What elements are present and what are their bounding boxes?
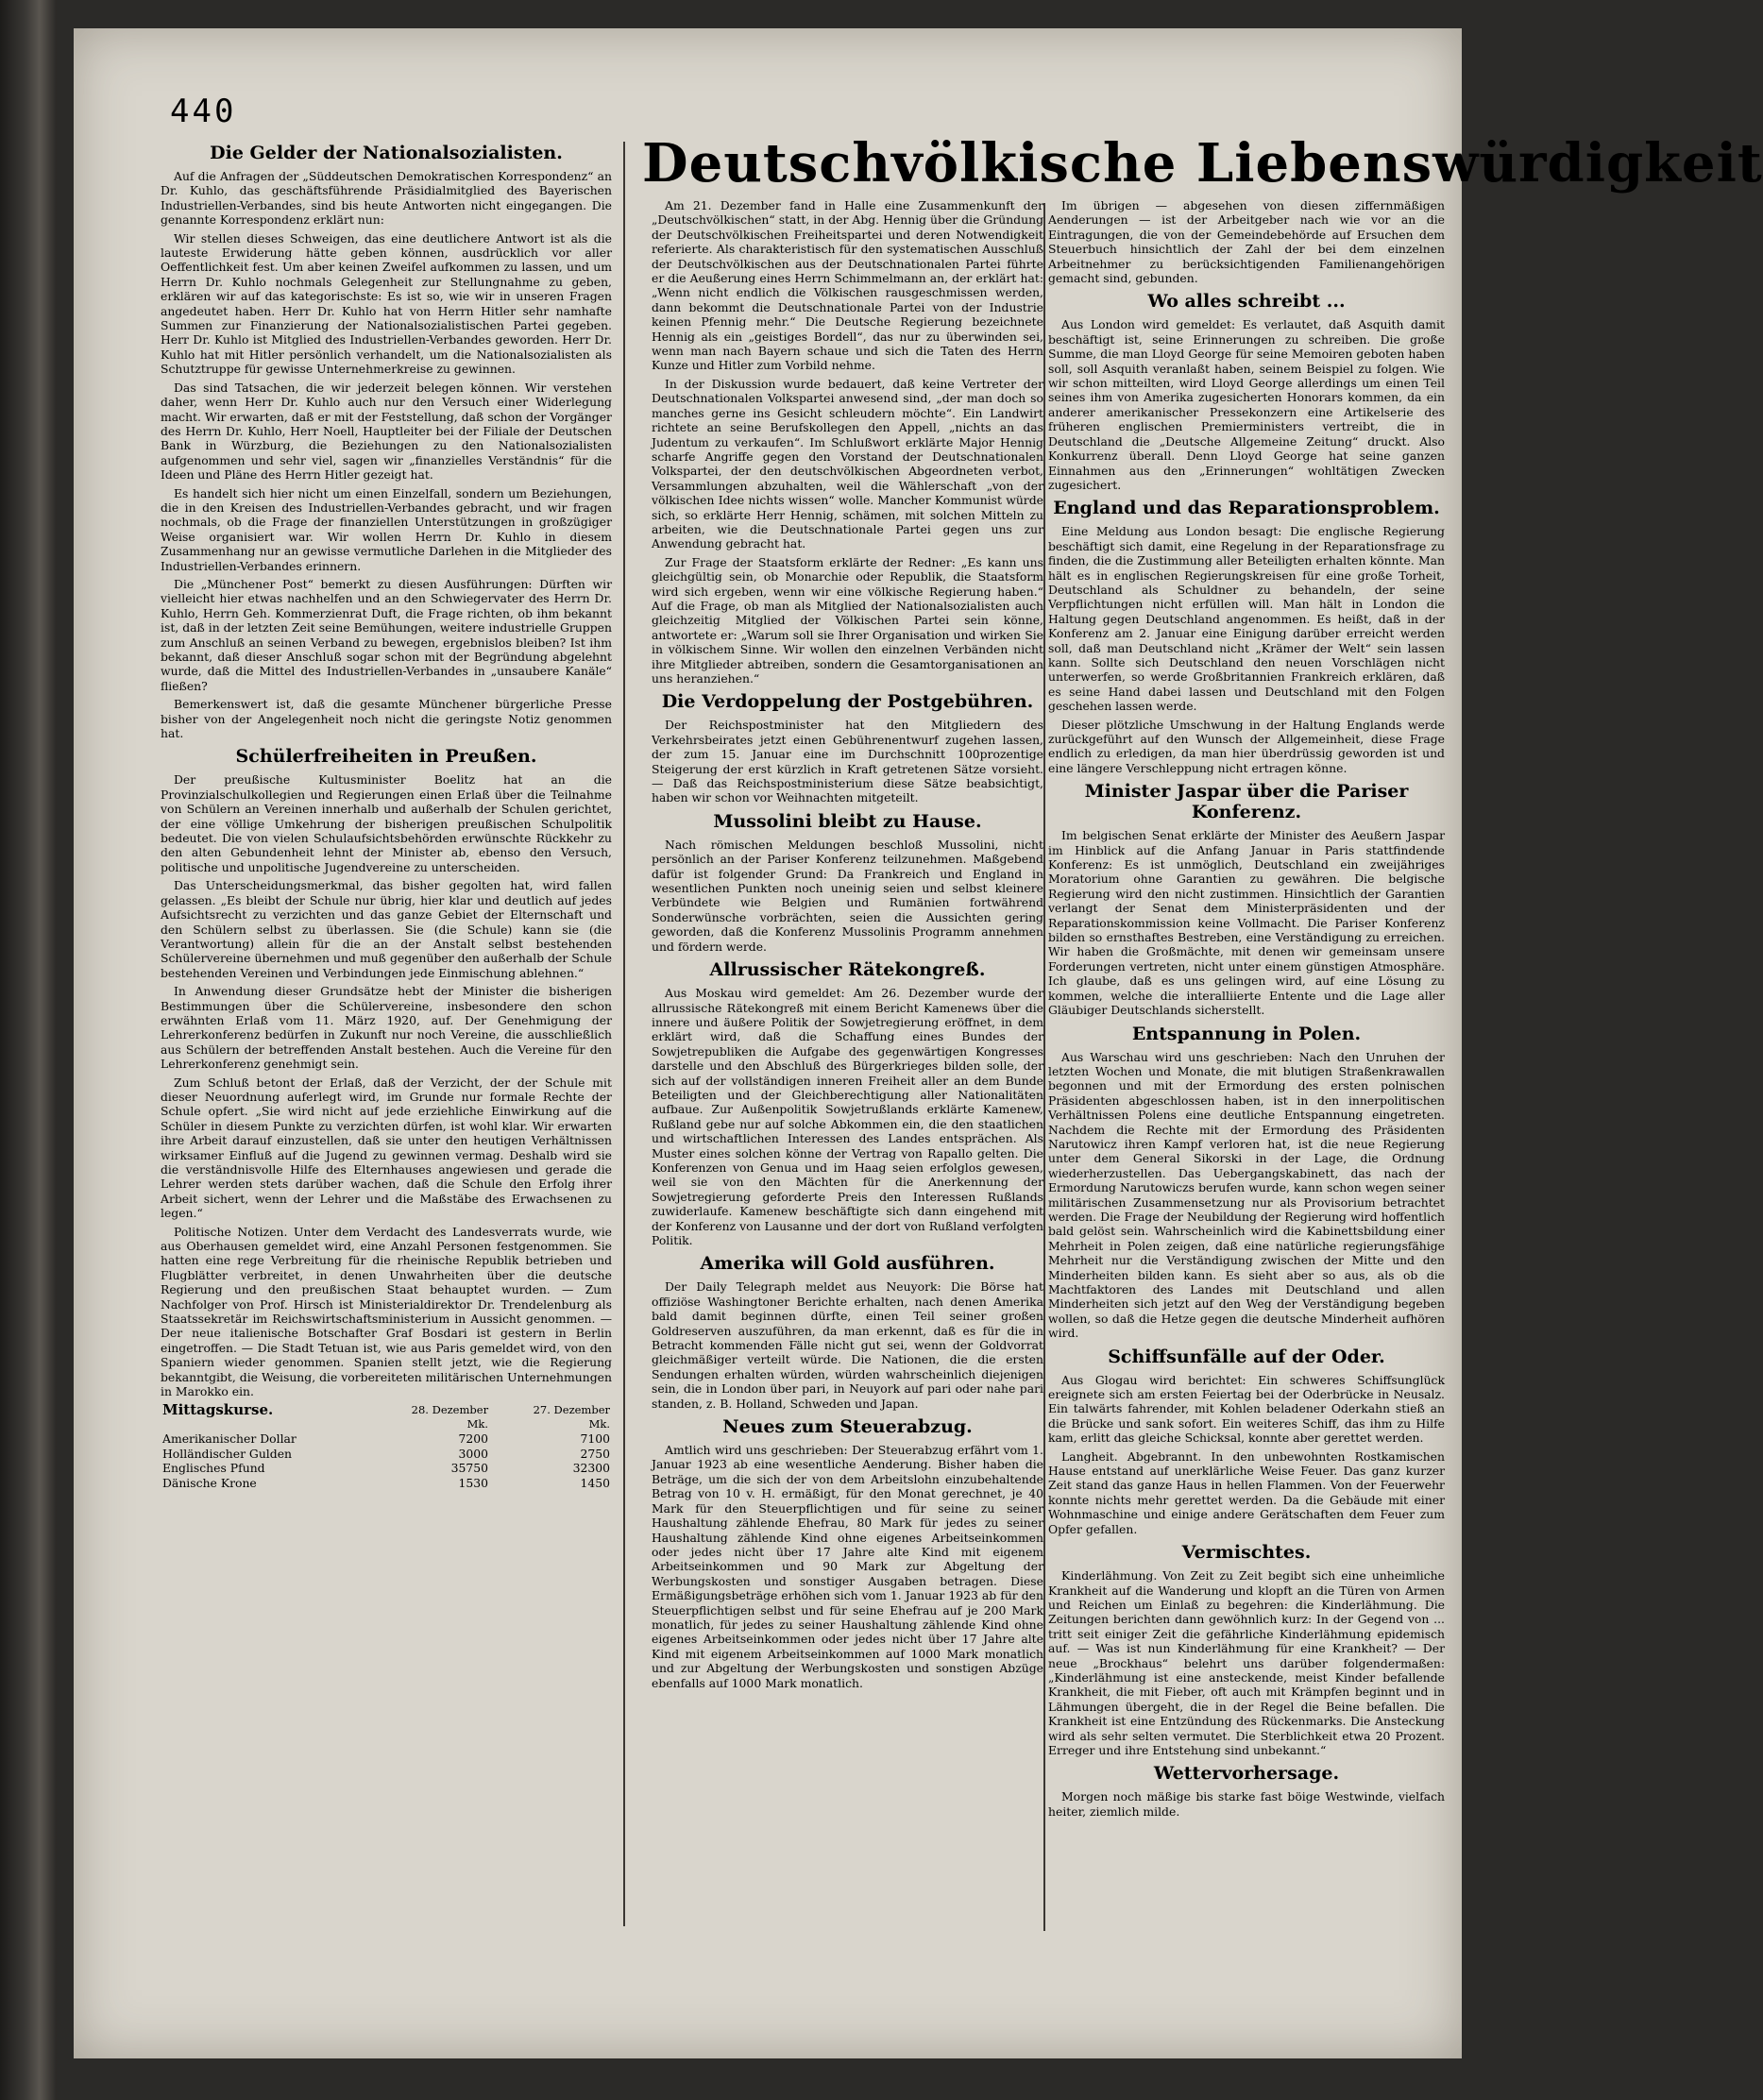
article [652, 811, 1043, 954]
page-number: 440 [170, 93, 237, 130]
article-paragraph: Das Unterscheidungsmerkmal, das bisher gegolten hat, wird fallen gelassen. „Es bleibt der Schule nur übrig, hier klar und deutlich auf jedes Aufsichtsrecht zu verzichten und das ganze Gebiet der Elternschaft und den Schülern selbst zu überlassen. Sie (die Schule) kann sie (die Verantwortung) allein für die an der Anstalt selbst bestehenden Schülervereine übernehmen und muß gegenüber den außerhalb der Schule bestehenden Vereinen und Verbindungen jede Einmischung ablehnen.“ [161, 878, 612, 980]
article-paragraph: Langheit. Abgebrannt. In den unbewohnten Rostkamischen Hause entstand auf unerklärliche Weise Feuer. Das ganz kurzer Zeit stand das ganze Haus in hellen Flammen. Von der Feuerwehr konnte nichts mehr gerettet werden. Da die Gebäude mit einer Wohnmaschine und einige andere Gerätschaften dem Feuer zum Opfer gefallen. [1048, 1448, 1445, 1536]
article-paragraph: Amtlich wird uns geschrieben: Der Steuerabzug erfährt vom 1. Januar 1923 ab eine wesentliche Aenderung. Bisher haben die Beträge, um die sich der von dem Arbeitslohn einzubehaltende Betrag von 10 v. H. ermäßigt, für den Monat gerechnet, je 40 Mark für den Steuerpflichtigen und für seine zu seiner Haushaltung zählende Ehefrau, 80 Mark für jedes zu seiner Haushaltung zählende Kind ohne eigenes Arbeitseinkommen oder jedes nicht über 17 Jahre alte Kind mit eigenem Arbeitseinkommen und 90 Mark zur Abgeltung der Werbungskosten und sonstiger Ausgaben betragen. Diese Ermäßigungsbeträge erhöhen sich vom 1. Januar 1923 ab für den Steuerpflichtigen selbst und für seine Ehefrau auf je 200 Mark monatlich, für jedes zu seiner Haushaltung zählende Kind ohne eigenes Arbeitseinkommen oder jedes nicht über 17 Jahre alte Kind mit eigenem Arbeitseinkommen auf 1000 Mark monatlich und zur Abgeltung der Werbungskosten und sonstigen Abzüge ebenfalls auf 1000 Mark monatlich. [652, 1443, 1043, 1690]
article [652, 198, 1043, 686]
article [1048, 1763, 1445, 1819]
market-date-2: 27. Dezember [533, 1402, 610, 1416]
article-paragraph: Der Reichspostminister hat den Mitgliedern des Verkehrsbeirates jetzt einen Gebührenentwurf zugehen lassen, der zum 15. Januar eine im Durchschnitt 100prozentige Steigerung der erst kürzlich in Kraft getretenen Sätze vorsieht. — Daß das Reichspostministerium diese Sätze beabsichtigt, haben wir schon vor Weihnachten mitgeteilt. [652, 718, 1043, 805]
article-paragraph: Eine Meldung aus London besagt: Die englische Regierung beschäftigt sich damit, eine Regelung in der Reparationsfrage zu finden, die die Zustimmung aller Beteiligten erhalten könnte. Man hält es in englischen Regierungskreisen für eine große Torheit, Deutschland als Schuldner zu behandeln, der seine Verpflichtungen nicht erfüllen will. Man hält in London die Haltung gegen Deutschland angenommen. Es heißt, daß in der Konferenz am 2. Januar eine Einigung darüber erreicht werden soll, daß man Deutschland nicht „Krämer der Welt“ sein lassen kann. Sollte sich Deutschland den neuen Vorschlägen nicht unterwerfen, so werde Großbritannien Frankreich erklären, daß es seine Hand dabei lassen und Deutschland mit den Folgen geschehen lassen werde. [1048, 524, 1445, 714]
rate-value-1: 1530 [458, 1475, 489, 1490]
book-binding [0, 0, 57, 2100]
article-headline: Wo alles schreibt ... [1147, 291, 1346, 313]
article [1048, 1346, 1445, 1446]
article-paragraph: Im übrigen — abgesehen von diesen ziffernmäßigen Aenderungen — ist der Arbeitgeber nach wie vor an die Eintragungen, die von der Gemeindebehörde auf Ersuchen dem Steuerbuch hinsichtlich der Zahl der bei dem einzelnen Arbeitnehmer zu berücksichtigenden Familienangehörigen gemacht sind, gebunden. [1048, 198, 1445, 286]
article-headline: Amerika will Gold ausführen. [700, 1253, 995, 1275]
article-paragraph: Politische Notizen. Unter dem Verdacht des Landesverrats wurde, wie aus Oberhausen gemeldet wird, eine Anzahl Personen festgenommen. Sie hatten eine rege Verbreitung für die rheinische Republik betrieben und Flugblätter verbreitet, in denen Unwahrheiten über die deutsche Regierung und den preußischen Staat behauptet wurden. — Zum Nachfolger von Prof. Hirsch ist Ministerialdirektor Dr. Trendelenburg als Staatssekretär im Reichswirtschaftsministerium in Aussicht genommen. — Der neue italienische Botschafter Graf Bosdari ist gestern in Berlin eingetroffen. — Die Stadt Tetuan ist, wie aus Paris gemeldet wird, von den Spaniern wieder genommen. Spanien stellt jetzt, wie die Regierung bekanntgibt, die Weisung, die vorbereiteten militärischen Unternehmungen in Marokko ein. [161, 1224, 612, 1399]
rate-value-1: 3000 [458, 1446, 489, 1461]
article-headline: Neues zum Steuerabzug. [722, 1416, 973, 1438]
market-rates-table [161, 1400, 612, 1490]
rate-value-2: 7100 [580, 1431, 610, 1447]
article-headline: Allrussischer Rätekongreß. [709, 959, 986, 981]
article [1048, 1024, 1445, 1341]
column-1 [161, 137, 612, 1490]
article-paragraph: Der preußische Kultusminister Boelitz hat an die Provinzialschulkollegien und Regierungen einen Erlaß über die Teilnahme von Schülern an Vereinen innerhalb und außerhalb der Schulen gerichtet, der eine völlige Umkehrung der bisherigen preußischen Schulpolitik bedeutet. Die von vielen Schulaufsichtsbehörden erwünschte Rückkehr zu den alten Gebundenheit lehnt der Minister ab, ebenso den Versuch, politische und unpolitische Jugendvereine zu unterscheiden. [161, 772, 612, 874]
rate-value-2: 2750 [580, 1446, 610, 1461]
currency-name: Englisches Pfund [162, 1461, 265, 1476]
article-headline: Wettervorhersage. [1153, 1763, 1340, 1785]
rate-value-2: 1450 [580, 1475, 610, 1490]
article [1048, 498, 1445, 775]
article-paragraph: Die „Münchener Post“ bemerkt zu diesen Ausführungen: Dürften wir vielleicht hier etwas nachhelfen und an den Schwiegervater des Herrn Dr. Kuhlo, Herrn Geh. Kommerzienrat Duft, die Frage richten, ob ihm bekannt ist, daß in der letzten Zeit seine Bemühungen, weitere industrielle Gruppen zum Anschluß an seinen Verband zu bewegen, ergebnislos bleiben? Ist ihm bekannt, daß dieser Anschluß sogar schon mit der Begründung abgelehnt wurde, daß die Mittel des Industriellen-Verbandes in „unsaubere Kanäle“ fließen? [161, 576, 612, 693]
market-row [161, 1461, 612, 1475]
article-paragraph: Dieser plötzliche Umschwung in der Haltung Englands werde zurückgeführt auf den Wunsch der Allgemeinheit, diese Frage endlich zu erledigen, da man hier überdrüssig geworden ist und eine längere Verschleppung nicht ertragen könne. [1048, 717, 1445, 775]
article-paragraph: In der Diskussion wurde bedauert, daß keine Vertreter der Deutschnationalen Volkspartei anwesend sind, „der man doch so manches gerne ins Gesicht schleudern möchte“. Ein Landwirt richtete an seine Berufskollegen den Appell, „nichts an das Judentum zu verkaufen“. Im Schlußwort erklärte Major Hennig scharfe Angriffe gegen den Vorstand der Deutschnationalen Volkspartei, der den deutschvölkischen Abgeordneten verbot, Versammlungen abzuhalten, weil die Wählerschaft „von der völkischen Idee nichts wissen“ wolle. Mancher Kommunist würde sich, so erklärte Herr Hennig, schämen, mit solchen Mitteln zu arbeiten, wie die Deutschnationale Partei gegen uns zur Anwendung gebracht hat. [652, 376, 1043, 551]
article-paragraph: Der Daily Telegraph meldet aus Neuyork: Die Börse hat offiziöse Washingtoner Berichte erhalten, nach denen Amerika bald damit beginnen dürfte, einen Teil seiner großen Goldreserven auszuführen, da man erkennt, daß es für die in Betracht kommenden Fälle nicht gut sei, wenn der Goldvorrat gleichmäßiger verteilt würde. Die Nationen, die die ersten Sendungen erhalten würden, würden wahrscheinlich diejenigen sein, die in London über pari, in Neuyork auf pari oder nahe pari standen, z. B. Holland, Schweden und Japan. [652, 1279, 1043, 1411]
article-headline: Die Verdoppelung der Postgebühren. [661, 691, 1034, 713]
article [1048, 1542, 1445, 1757]
article-paragraph: Aus London wird gemeldet: Es verlautet, daß Asquith damit beschäftigt ist, seine Erinnerungen zu schreiben. Die große Summe, die man Lloyd George für seine Memoiren geboten haben soll, soll Asquith veranlaßt haben, seinem Beispiel zu folgen. Wie wir schon mitteilten, wird Lloyd George allerdings um einen Teil seines ihm von Amerika zugesicherten Honorars kommen, da ein anderer amerikanischer Pressekonzern eine Artikelserie des früheren englischen Premierministers vertreibt, die in Deutschland die „Deutsche Allgemeine Zeitung“ druckt. Also Konkurrenz überall. Denn Lloyd George hat seine ganzen Einnahmen aus den „Erinnerungen“ wohltätigen Zwecken zugesichert. [1048, 317, 1445, 492]
article-paragraph: Aus Warschau wird uns geschrieben: Nach den Unruhen der letzten Wochen und Monate, die mit blutigen Straßenkrawallen begonnen und mit der Ermordung des ersten polnischen Präsidenten abgeschlossen haben, ist in den innerpolitischen Verhältnissen Polens eine deutliche Entspannung eingetreten. Nachdem die Rechte mit der Ermordung des Präsidenten Narutowicz ihren Kampf verloren hat, ist die neue Regierung unter dem General Sikorski in der Lage, die Ordnung wiederherzustellen. Das Uebergangskabinett, das nach der Ermordung Narutowiczs berufen wurde, kann schon wegen seiner militärischen Zusammensetzung nur als Provisorium betrachtet werden. Die Frage der Neubildung der Regierung wird hoffentlich bald gelöst sein. Wahrscheinlich wird die Kabinettsbildung einer Mehrheit in Polen zeigen, daß eine natürliche regierungsfähige Mehrheit nur die Verständigung zwischen der Mitte und den Minderheiten bilden kann. Es sieht aber so aus, als ob die Machtfaktoren des Landes mit Deutschland und allen Minderheiten sich jetzt auf den Weg der Verständigung begeben wollen, so daß die Hetze gegen die deutsche Minderheit aufhören wird. [1048, 1049, 1445, 1341]
article [161, 143, 612, 740]
article-paragraph: In Anwendung dieser Grundsätze hebt der Minister die bisherigen Bestimmungen über die Schülervereine, insbesondere den schon erwähnten Erlaß vom 11. März 1920, auf. Der Genehmigung der Lehrerkonferenz bedürfen in Zukunft nur noch Vereine, die ausschließlich aus Schülern der betreffenden Anstalt bestehen. Auch die Vereine für den Lehrerkonferenz genehmigt sein. [161, 984, 612, 1072]
market-unit-2: Mk. [588, 1416, 610, 1431]
article [652, 959, 1043, 1247]
article-paragraph: Zum Schluß betont der Erlaß, daß der Verzicht, der der Schule mit dieser Neuordnung auferlegt wird, im Grunde nur formale Rechte der Schule opfert. „Sie wird nicht auf jede erziehliche Einwirkung auf die Schüler in diesem Punkte zu verzichten dürfen, ist wohl klar. Wir erwarten ihre Arbeit darauf einzustellen, daß sie unter den heutigen Verhältnissen wirksamer Einfluß auf die Jugend zu gewinnen vermag. Deshalb wird sie die verständnisvolle Hilfe des Elternhauses angewiesen und gerade die Lehrer werden stets darüber wachen, daß die Schule den Erfolg ihrer Arbeit sichert, wenn der Lehrer und die Maßstäbe des Erwachsenen zu legen.“ [161, 1075, 612, 1221]
article [652, 691, 1043, 804]
article-headline: Entspannung in Polen. [1131, 1023, 1362, 1044]
article-paragraph: Aus Moskau wird gemeldet: Am 26. Dezember wurde der allrussische Rätekongreß mit einem Bericht Kamenews über die innere und äußere Politik der Sowjetregierung eröffnet, in dem erklärt wird, daß die Schaffung eines Bundes der Sowjetrepubliken die Aufgabe des gegenwärtigen Kongresses darstelle und den Abschluß des Bürgerkrieges bilden solle, der sich auf der vollständigen inneren Freiheit aller an dem Bunde Beteiligten und der Gleichberechtigung aller Nationalitäten aufbaue. Zur Außenpolitik Sowjetrußlands erklärte Kamenew, Rußland gebe nur auf solche Abkommen ein, die den staatlichen und wirtschaftlichen Interessen des Landes entsprächen. Als Muster eines solchen könne der Vertrag von Rapallo gelten. Die Konferenzen von Genua und im Haag seien erfolglos gewesen, weil sie von den Mächten für die Anerkennung der Sowjetregierung geforderte Preis den Interessen Rußlands zuwiderlaufe. Kamenew beschäftigte sich dann eingehend mit der Konferenz von Lausanne und der dort von Rußland verfolgten Politik. [652, 986, 1043, 1247]
article-paragraph: Bemerkenswert ist, daß die gesamte Münchener bürgerliche Presse bisher von der Angelegenheit noch nicht die geringste Notiz genommen hat. [161, 697, 612, 741]
article-headline: Schiffsunfälle auf der Oder. [1108, 1346, 1385, 1367]
column-3 [1048, 198, 1445, 1822]
article-paragraph: Kinderlähmung. Von Zeit zu Zeit begibt sich eine unheimliche Krankheit auf die Wanderung und klopft an die Türen von Armen und Reichen um Einlaß zu begehren: die Kinderlähmung. Die Zeitungen berichten dann gewöhnlich kurz: In der Gegend von ... tritt seit einiger Zeit die gefährliche Kinderlähmung epidemisch auf. — Was ist nun Kinderlähmung für eine Krankheit? — Der neue „Brockhaus“ belehrt uns darüber folgendermaßen: „Kinderlähmung ist eine ansteckende, meist Kinder befallende Krankheit, die mit Fieber, oft auch mit Krämpfen beginnt und in Lähmungen übergeht, die in der Regel die Beine befallen. Die Krankheit ist eine Entzündung des Rückenmarks. Die Ansteckung wird als sehr selten vermutet. Die Sterblichkeit etwa 20 Prozent. Erreger und ihre Entstehung sind unbekannt.“ [1048, 1568, 1445, 1757]
currency-name: Amerikanischer Dollar [162, 1431, 297, 1447]
article [1048, 1449, 1445, 1536]
article-headline: Minister Jaspar über die Pariser Konferenz. [1084, 781, 1409, 823]
article [1048, 291, 1445, 492]
market-unit-1: Mk. [466, 1416, 489, 1431]
currency-name: Dänische Krone [162, 1475, 257, 1490]
market-row [161, 1447, 612, 1461]
column-divider-1 [623, 142, 625, 1926]
article [161, 1225, 612, 1399]
article-headline: Mussolini bleibt zu Hause. [713, 810, 982, 832]
column-2 [652, 198, 1043, 1694]
market-row [161, 1476, 612, 1490]
rate-value-1: 35750 [450, 1461, 489, 1476]
article [1048, 198, 1445, 285]
article-paragraph: Das sind Tatsachen, die wir jederzeit belegen können. Wir verstehen daher, wenn Herr Dr. Kuhlo auch nur den Versuch einer Widerlegung macht. Wir erwarten, daß er mit der Feststellung, daß schon der Vorgänger des Herrn Dr. Kuhlo, Herr Noell, Hauptleiter bei der Filiale der Deutschen Bank in Würzburg, die Beziehungen zu den Nationalsozialisten aufgenommen und sehr viel, sagen wir „finanzielles Verständnis“ für die Ideen und Pläne des Herrn Hitler gezeigt hat. [161, 380, 612, 483]
article [652, 1253, 1043, 1411]
article-paragraph: Wir stellen dieses Schweigen, das eine deutlichere Antwort ist als die lauteste Erwiderung hätte geben können, ausdrücklich vor aller Oeffentlichkeit fest. Um aber keinen Zweifel aufkommen zu lassen, und um Herrn Dr. Kuhlo nochmals Gelegenheit zur Stellungnahme zu geben, erklären wir auf das kategorischste: Es ist so, wie wir in unseren Fragen angedeutet haben. Herr Dr. Kuhlo hat von Herrn Hitler sehr namhafte Summen zur Finanzierung der Nationalsozialistischen Partei gegeben. Herr Dr. Kuhlo ist Mitglied des Industriellen-Verbandes geworden. Herr Dr. Kuhlo hat mit Hitler persönlich verhandelt, um die Nationalsozialisten als Schutztruppe für gewisse Unternehmerkreise zu gewinnen. [161, 230, 612, 377]
rate-value-1: 7200 [458, 1431, 489, 1447]
article-paragraph: Am 21. Dezember fand in Halle eine Zusammenkunft der „Deutschvölkischen“ statt, in der Abg. Hennig über die Gründung der Deutschvölkischen Freiheitspartei und deren Notwendigkeit referierte. Als charakteristisch für den systematischen Ausschluß der Deutschvölkischen aus der Deutschnationalen Partei führte er die Aeußerung eines Herrn Schimmelmann an, der erklärt hat: „Wenn nicht endlich die Völkischen rausgeschmissen werden, dann bekommt die Deutschnationale Partei von der Industrie keinen Pfennig mehr.“ Die Deutsche Regierung bezeichnete Hennig als ein „geistiges Bordell“, das nur zu überwinden sei, wenn man nach Bayern schaue und sich die Taten des Herrn Kunze und Hitler zum Vorbild nehme. [652, 198, 1043, 373]
article-paragraph: Auf die Anfragen der „Süddeutschen Demokratischen Korrespondenz“ an Dr. Kuhlo, das geschäftsführende Präsidialmitglied des Bayerischen Industriellen-Verbandes, sind bis heute Antworten nicht eingegangen. Die genannte Korrespondenz erklärt nun: [161, 169, 612, 228]
article [1048, 781, 1445, 1017]
market-row [161, 1431, 612, 1446]
article-headline: Die Gelder der Nationalsozialisten. [210, 143, 563, 163]
article-headline: England und das Reparationsproblem. [1053, 498, 1440, 519]
column-divider-2 [1043, 203, 1045, 1931]
article-headline: Vermischtes. [1181, 1542, 1312, 1564]
market-title: Mittagskurse. [162, 1400, 274, 1418]
article [652, 1416, 1043, 1690]
rate-value-2: 32300 [572, 1461, 610, 1476]
article [161, 746, 612, 1220]
market-date-1: 28. Dezember [411, 1402, 489, 1416]
article-paragraph: Morgen noch mäßige bis starke fast böige Westwinde, vielfach heiter, ziemlich milde. [1048, 1789, 1445, 1819]
article-paragraph: Zur Frage der Staatsform erklärte der Redner: „Es kann uns gleichgültig sein, ob Monarchie oder Republik, die Staatsform wird sich ergeben, wenn wir eine völkische Regierung haben.“ Auf die Frage, ob man als Mitglied der Nationalsozialisten auch gleichzeitig Mitglied der Völkischen Partei sein könne, antwortete er: „Warum soll sie Ihrer Organisation und wirken Sie in völkischem Sinne. Wir wollen den einzelnen Verbänden nicht ihre Mitglieder abtreiben, sondern die Gesamtorganisationen an uns heranziehen.“ [652, 554, 1043, 686]
article-paragraph: Es handelt sich hier nicht um einen Einzelfall, sondern um Beziehungen, die in den Kreisen des Industriellen-Verbandes gebracht, und wir fragen nochmals, ob die Frage der finanziellen Unterstützungen in großzügiger Weise organisiert war. Wir wollen Herrn Dr. Kuhlo in diesem Zusammenhang nur an gewisse vermutliche Darlehen in die Mitglieder des Industriellen-Verbandes erinnern. [161, 485, 612, 573]
article-paragraph: Aus Glogau wird berichtet: Ein schweres Schiffsunglück ereignete sich am ersten Feiertag bei der Oderbrücke in Neusalz. Ein talwärts fahrender, mit Kohlen beladener Oderkahn stieß an die Brücke und sank sofort. Ein weiteres Schiff, das ihm zu Hilfe kam, erlitt das gleiche Schicksal, konnte aber gerettet werden. [1048, 1372, 1445, 1446]
article-headline: Schülerfreiheiten in Preußen. [235, 746, 537, 768]
main-headline: Deutschvölkische Liebenswürdigkeit [642, 132, 1763, 195]
article-paragraph: Im belgischen Senat erklärte der Minister des Aeußern Jaspar im Hinblick auf die Anfang Januar in Paris stattfindende Konferenz: Es ist unmöglich, Deutschland ein zweijähriges Moratorium ohne Garantien zu gewähren. Die belgische Regierung wird den nicht zustimmen. Hinsichtlich der Garantien verlangt der Senat dem Ministerpräsidenten und der Reparationskommission keine Vollmacht. Die Pariser Konferenz bilden so ernsthaftes Bestreben, eine Verständigung zu erreichen. Wir haben die Großmächte, mit denen wir gemeinsam unsere Forderungen vertreten, nicht unter einem günstigen Atmosphäre. Ich glaube, daß es uns gelingen wird, auf eine Lösung zu kommen, welche die interalliierte Entente und die Lage aller Gläubiger Deutschlands sicherstellt. [1048, 828, 1445, 1018]
article-paragraph: Nach römischen Meldungen beschloß Mussolini, nicht persönlich an der Pariser Konferenz teilzunehmen. Maßgebend dafür ist folgender Grund: Da Frankreich und England in wesentlichen Punkten noch uneinig seien und selbst kleinere Verbündete wie Belgien und Rumänien fortwährend Sonderwünsche vorbrächten, seien die Aussichten gering geworden, daß die Konferenz Mussolinis Programm annehmen und fördern werde. [652, 837, 1043, 954]
currency-name: Holländischer Gulden [162, 1446, 293, 1461]
